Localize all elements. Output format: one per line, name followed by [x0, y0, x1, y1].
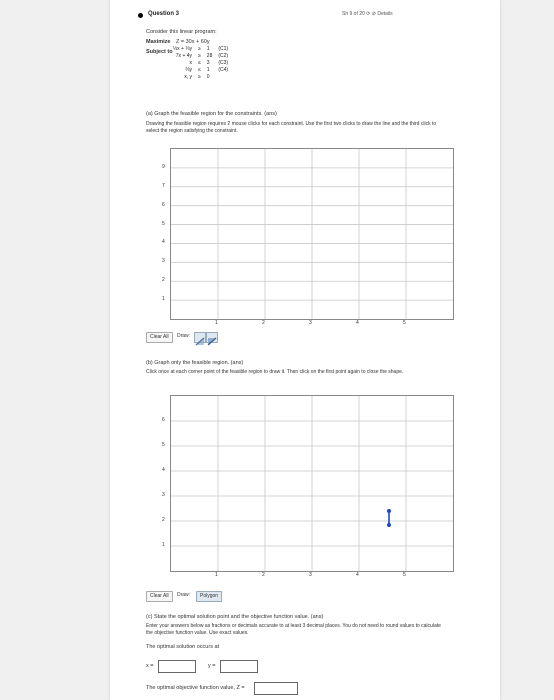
- y-tick-label: 4: [162, 467, 165, 473]
- question-label: Question 3: [148, 11, 180, 17]
- z-answer-label: The optimal objective function value, Z =: [146, 685, 245, 691]
- part-a-clear-all-button[interactable]: Clear All: [146, 332, 173, 343]
- objective-function: Z = 30x + 60y: [176, 39, 210, 45]
- line-tool-icon[interactable]: [194, 332, 206, 343]
- part-a-instructions: Drawing the feasible region requires 2 mouse clicks for each constraint. Use the first two clicks to draw the line and the third click to select the region satisfying the constraint.: [146, 121, 437, 134]
- drawn-vertex[interactable]: [387, 509, 391, 513]
- z-answer-input[interactable]: [254, 682, 298, 695]
- y-tick-label: 6: [162, 417, 165, 423]
- y-tick-label: 3: [162, 492, 165, 498]
- subject-to-label: Subject to: [146, 49, 173, 55]
- graph-b-canvas[interactable]: [170, 395, 454, 572]
- x-tick-label: 3: [309, 320, 312, 326]
- constraint-tag: [215, 74, 231, 81]
- x-answer-label: x =: [146, 663, 154, 669]
- part-c-title: (c) State the optimal solution point and the objective function value. (ans): [146, 614, 324, 620]
- y-tick-label: 5: [162, 442, 165, 448]
- y-tick-label: 2: [162, 517, 165, 523]
- x-tick-label: 2: [262, 320, 265, 326]
- constraint-rhs: 1: [206, 67, 210, 73]
- constraint-op: ≥: [198, 53, 201, 59]
- question-page: [110, 0, 500, 700]
- region-tool-icon[interactable]: [206, 332, 218, 343]
- constraint-lhs: ⅓x + ⅓y: [173, 46, 193, 52]
- constraint-row: [170, 53, 231, 60]
- x-tick-label: 2: [262, 572, 265, 578]
- question-bullet: [138, 13, 143, 18]
- part-b-clear-all-button[interactable]: Clear All: [146, 591, 173, 602]
- constraint-op: ≤: [198, 67, 201, 73]
- constraint-lhs: x: [189, 60, 193, 66]
- part-b-title: (b) Graph only the feasible region. (ans): [146, 360, 244, 366]
- y-tick-label: 6: [162, 201, 165, 208]
- part-a-draw-label: Draw:: [177, 333, 191, 339]
- question-meta-links[interactable]: Sh 9 of 20 ⟳ ⊘ Details: [342, 11, 393, 17]
- constraint-row: [170, 74, 231, 81]
- constraint-lhs: 7x + 4y: [175, 53, 193, 59]
- polygon-tool-button[interactable]: Polygon: [196, 591, 222, 602]
- constraint-lhs: x, y: [184, 74, 193, 80]
- x-tick-label: 5: [403, 320, 406, 326]
- y-tick-label: 3: [162, 258, 165, 265]
- graph-b-grid[interactable]: [171, 396, 453, 571]
- constraint-op: ≥: [198, 74, 201, 80]
- x-tick-label: 1: [215, 572, 218, 578]
- graph-a-grid[interactable]: [171, 149, 453, 319]
- constraint-tag: (C2): [218, 53, 229, 59]
- drawn-vertex[interactable]: [387, 523, 391, 527]
- part-a-title: (a) Graph the feasible region for the constraints. (ans): [146, 111, 277, 117]
- x-tick-label: 3: [309, 572, 312, 578]
- x-tick-label: 1: [215, 320, 218, 326]
- constraint-op: ≤: [198, 60, 201, 66]
- constraints-table: [170, 46, 231, 81]
- y-tick-label: 5: [162, 220, 165, 227]
- x-answer-input[interactable]: [158, 660, 196, 673]
- drawn-segment[interactable]: [387, 509, 391, 527]
- constraint-rhs: 28: [206, 53, 213, 59]
- constraint-row: [170, 60, 231, 67]
- y-tick-label: 7: [162, 182, 165, 189]
- x-tick-label: 5: [403, 572, 406, 578]
- part-b-instructions: Click once at each corner point of the feasible region to draw it. Then click on the first point again to close the shape.: [146, 369, 404, 375]
- y-tick-label: 2: [162, 277, 165, 284]
- y-tick-label: 1: [162, 296, 165, 303]
- y-answer-input[interactable]: [220, 660, 258, 673]
- constraint-tag: (C4): [218, 67, 229, 73]
- optimal-point-label: The optimal solution occurs at: [146, 644, 220, 650]
- constraint-lhs: ⅔y: [185, 67, 193, 73]
- constraint-row: [170, 46, 231, 53]
- constraint-tag: (C1): [218, 46, 229, 52]
- y-tick-label: 1: [162, 542, 165, 548]
- constraint-tag: (C3): [218, 60, 229, 66]
- constraint-rhs: 0: [206, 74, 210, 80]
- graph-a-canvas[interactable]: [170, 148, 454, 320]
- y-tick-label: 9: [162, 163, 165, 170]
- problem-intro: Consider this linear program:: [146, 29, 217, 35]
- constraint-rhs: 1: [206, 46, 210, 52]
- x-tick-label: 4: [356, 572, 359, 578]
- constraint-row: [170, 67, 231, 74]
- objective-label: Maximize: [146, 39, 171, 45]
- constraint-rhs: 3: [206, 60, 210, 66]
- part-b-draw-label: Draw:: [177, 592, 191, 598]
- x-tick-label: 4: [356, 320, 359, 326]
- y-tick-label: 4: [162, 239, 165, 246]
- part-c-instructions: Enter your answers below as fractions or decimals accurate to at least 3 decimal places. You do not need to round values to calculate the objective function value. Use exact values.: [146, 623, 441, 636]
- constraint-op: ≥: [198, 46, 201, 52]
- y-answer-label: y =: [208, 663, 216, 669]
